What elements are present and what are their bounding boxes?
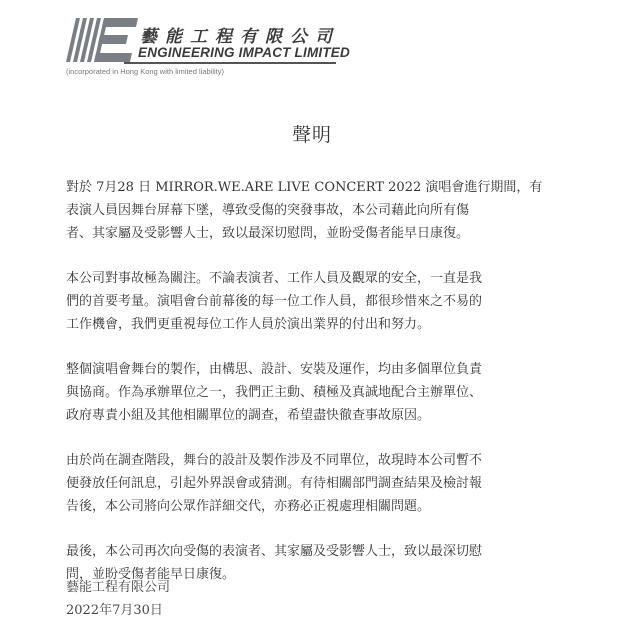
paragraph-line: 政府專責小組及其他相關單位的調查，希望盡快徹查事故原因。 — [66, 408, 431, 423]
letterhead-rule — [124, 62, 336, 64]
paragraph-3 — [66, 358, 566, 427]
paragraph-line: 表演人員因舞台屏幕下墜，導致受傷的突發事故，本公司藉此向所有傷 — [66, 203, 470, 218]
paragraph-2 — [66, 267, 566, 336]
paragraph-line: 便發放任何訊息，引起外界誤會或猜測。有待相關部門調查結果及檢討報 — [66, 476, 483, 491]
paragraph-line: 本公司對事故極為關注。不論表演者、工作人員及觀眾的安全，一直是我 — [66, 271, 483, 286]
paragraph-line: 工作機會，我們更重視每位工作人員於演出業界的付出和努力。 — [66, 317, 431, 332]
signature-company: 藝能工程有限公司 — [66, 580, 171, 595]
incorporation-note: (incorporated in Hong Kong with limited liability) — [66, 67, 224, 76]
document-title: 聲明 — [291, 124, 332, 146]
paragraph-line: 對於 7月28 日 MIRROR.WE.ARE LIVE CONCERT 2022 演唱會進行期間，有 — [66, 180, 543, 195]
signature-block — [66, 576, 170, 622]
paragraph-line: 整個演唱會舞台的製作，由構思、設計、安裝及運作，均由多個單位負責 — [66, 362, 483, 377]
paragraph-4 — [66, 449, 566, 518]
paragraph-line: 最後，本公司再次向受傷的表演者、其家屬及受影響人士，致以最深切慰 — [66, 544, 483, 559]
paragraph-line: 與協商。作為承辦單位之一，我們正主動、積極及真誠地配合主辦單位、 — [66, 385, 483, 400]
paragraph-line: 者、其家屬及受影響人士，致以最深切慰問，並盼受傷者能早日康復。 — [66, 226, 470, 241]
paragraph-1 — [66, 176, 566, 245]
company-name-chinese: 藝能工程有限公司 — [140, 27, 340, 47]
paragraph-line: 由於尚在調查階段，舞台的設計及製作涉及不同單位，故現時本公司暫不 — [66, 453, 483, 468]
paragraph-line: 們的首要考量。演唱會台前幕後的每一位工作人員，都很珍惜來之不易的 — [66, 294, 483, 309]
letterhead — [66, 16, 350, 80]
statement-body — [66, 176, 566, 608]
company-name-english: ENGINEERING IMPACT LIMITED — [138, 45, 350, 60]
signature-date: 2022年7月30日 — [66, 603, 163, 618]
striped-e-logo-icon — [66, 18, 138, 62]
paragraph-line: 告後，本公司將向公眾作詳細交代，亦務必正視處理相關問題。 — [66, 499, 431, 514]
paragraph-line: 問，並盼受傷者能早日康復。 — [66, 567, 236, 582]
